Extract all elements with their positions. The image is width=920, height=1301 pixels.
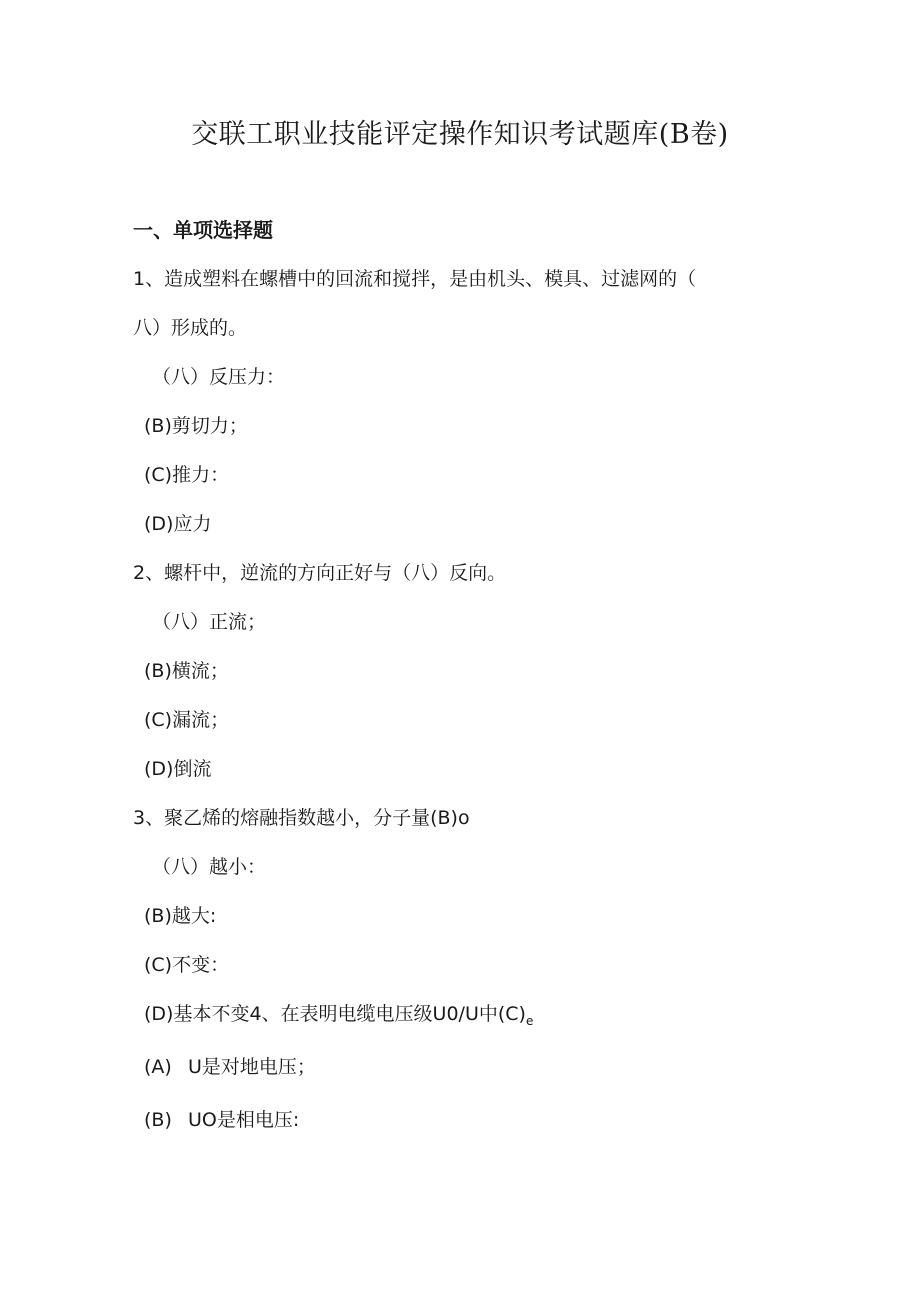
question-3-option-d-and-question-4-stem	[144, 997, 533, 1033]
option-text: UO是相电压:	[188, 1109, 300, 1131]
question-3-option-a: （八）越小：	[152, 856, 267, 878]
question-2-option-b: (B)横流；	[144, 660, 229, 682]
option-text: U是对地电压；	[188, 1056, 316, 1078]
question-2-option-d: (D)倒流	[144, 758, 212, 780]
question-2-stem: 2、螺杆中，逆流的方向正好与（八）反向。	[133, 562, 507, 584]
question-1-option-d: (D)应力	[144, 513, 212, 535]
question-3-option-d-text: (D)基本不变4、在表明电缆电压级U0/U中(C)	[144, 1003, 526, 1025]
question-2-option-c: (C)漏流；	[144, 709, 230, 731]
question-3-stem: 3、聚乙烯的熔融指数越小，分子量(B)o	[133, 807, 470, 829]
question-1-option-c: (C)推力：	[144, 464, 230, 486]
section-heading: 一、单项选择题	[133, 218, 273, 242]
question-1-stem-line-2: 八）形成的。	[133, 317, 248, 339]
question-1-option-b: (B)剪切力；	[144, 415, 248, 437]
question-2-option-a: （八）正流；	[152, 611, 267, 633]
trailing-subscript: e	[525, 1014, 534, 1028]
question-3-option-c: (C)不变：	[144, 954, 230, 976]
question-4-option-a	[144, 1050, 316, 1084]
question-4-option-b	[144, 1103, 299, 1137]
option-label: (B)	[144, 1109, 172, 1131]
question-3-option-b: (B)越大:	[144, 905, 217, 927]
option-label: (A)	[144, 1056, 172, 1078]
question-1-option-a: （八）反压力：	[152, 366, 286, 388]
question-1-stem-line-1: 1、造成塑料在螺槽中的回流和搅拌，是由机头、模具、过滤网的（	[133, 268, 697, 290]
page-title: 交联工职业技能评定操作知识考试题库(B卷)	[191, 119, 729, 150]
